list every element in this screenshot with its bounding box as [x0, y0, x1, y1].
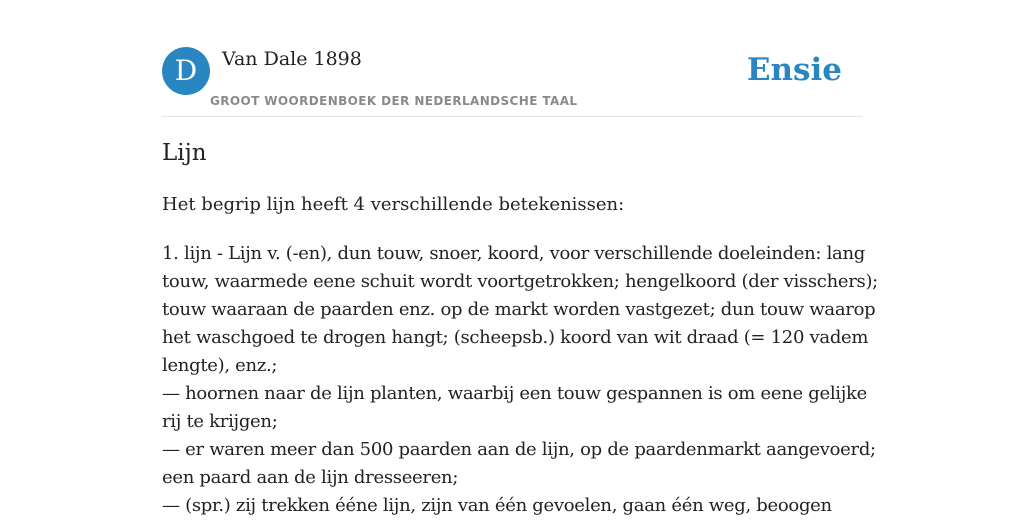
definition-line: — (spr.) zij trekken éénе lijn, zijn van één gevoelen, gaan één weg, beoogen — [162, 495, 832, 516]
brand-logo-link[interactable]: Ensie — [746, 52, 842, 88]
page-title: Lijn — [162, 140, 207, 166]
definition-line: touw, waarmede eene schuit wordt voortgetrokken; hengelkoord (der visschers); — [162, 271, 878, 292]
definition-line: touw waaraan de paarden enz. op de markt worden vastgezet; dun touw waarop — [162, 299, 876, 320]
meanings-intro: Het begrip lijn heeft 4 verschillende betekenissen: — [162, 194, 625, 215]
definition-line: 1. lijn - Lijn v. (-en), dun touw, snoer, koord, voor verschillende doeleinden: lang — [162, 243, 866, 264]
definition-line: rij te krijgen; — [162, 411, 278, 432]
dictionary-name[interactable]: Van Dale 1898 — [222, 48, 362, 70]
dictionary-subtitle: GROOT WOORDENBOEK DER NEDERLANDSCHE TAAL — [210, 94, 578, 108]
definition-line: het waschgoed te drogen hangt; (scheepsb.) koord van wit draad (= 120 vadem — [162, 327, 869, 348]
definition-text — [162, 240, 878, 520]
definition-line: — hoornen naar de lijn planten, waarbij een touw gespannen is om eene gelijke — [162, 383, 867, 404]
dictionary-logo[interactable]: D — [162, 47, 210, 95]
definition-line: — er waren meer dan 500 paarden aan de lijn, op de paardenmarkt aangevoerd; — [162, 439, 876, 460]
definition-line: een paard aan de lijn dresseeren; — [162, 467, 459, 488]
dictionary-header — [162, 46, 862, 117]
definition-line: lengte), enz.; — [162, 355, 278, 376]
